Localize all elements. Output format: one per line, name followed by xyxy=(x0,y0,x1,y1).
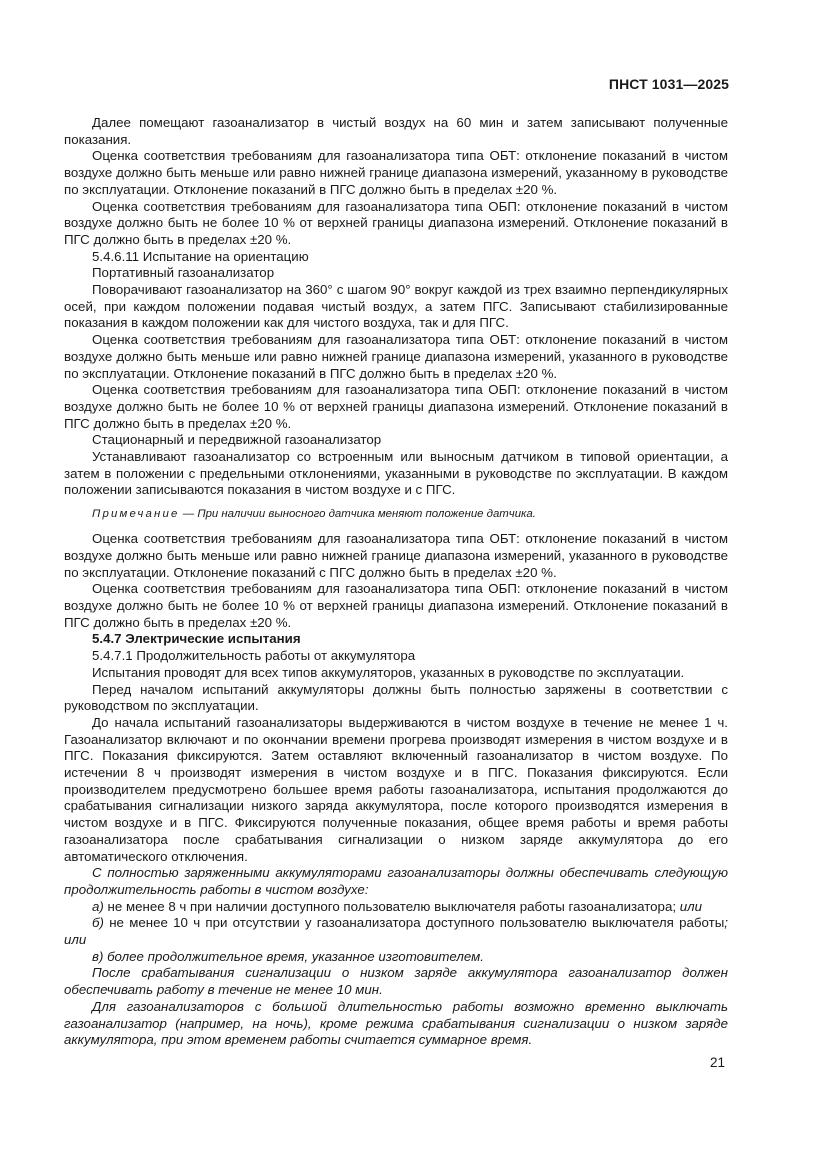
paragraph: Оценка соответствия требованиям для газоанализатора типа ОБТ: отклонение показаний в чистом воздухе должно быть меньше или равно нижней границе диапазона измерений, указанного в руководстве по эксплуатации. Отклонение показаний в ПГС должно быть в пределах ±20 %. xyxy=(64,332,728,381)
paragraph: Оценка соответствия требованиям для газоанализатора типа ОБТ: отклонение показаний в чистом воздухе должно быть меньше или равно нижней границе диапазона измерений, указанного в руководстве по эксплуатации. Отклонение показаний с ПГС должно быть в пределах ±20 %. xyxy=(64,531,728,580)
list-item xyxy=(64,915,728,948)
paragraph: С полностью заряженными аккумуляторами газоанализаторы должны обеспечивать следующую продолжительность работы в чистом воздухе: xyxy=(64,865,728,897)
paragraph-subheading: Портативный газоанализатор xyxy=(92,265,275,281)
paragraph: Перед началом испытаний аккумуляторы должны быть полностью заряжены в соответствии с руководством по эксплуатации. xyxy=(64,681,728,714)
note xyxy=(64,507,728,522)
list-conjunction: или xyxy=(676,898,703,914)
list-item-text: не менее 8 ч при наличии доступного пользователю выключателя работы газоанализатора; xyxy=(103,898,677,914)
page-body xyxy=(64,115,728,1049)
list-marker: а) xyxy=(92,898,104,914)
subsection-heading: 5.4.6.11 Испытание на ориентацию xyxy=(92,248,309,264)
paragraph: До начала испытаний газоанализаторы выдерживаются в чистом воздухе в течение не менее 1 ч. Газоанализатор включают и по окончании времени прогрева производят измерения в чистом воздухе и в ПГС. Показания фиксируются. Затем оставляют включенный газоанализатор в чистом воздухе. По истечении 8 ч производят измерения в чистом воздухе и в ПГС. Показания фиксируются. Если производителем предусмотрено большее время работы газоанализатора, испытания продолжаются до срабатывания сигнализации низкого заряда аккумулятора, после которого производятся измерения в чистом воздухе и в ПГС. Фиксируются полученные показания, общее время работы и время работы газоанализатора после срабатывания сигнализации о низком заряде аккумулятора до его автоматического отключения. xyxy=(64,714,728,864)
list-conjunction: ; или xyxy=(64,915,728,948)
paragraph: Устанавливают газоанализатор со встроенным или выносным датчиком в типовой ориентации, а затем в положении с предельными отклонениями, указанными в руководстве по эксплуатации. В каждом положении записываются показания в чистом воздухе и с ПГС. xyxy=(64,449,728,498)
page-number: 21 xyxy=(709,1055,725,1070)
list-marker: б) xyxy=(92,915,104,931)
list-item xyxy=(64,899,728,916)
list-item: в) более продолжительное время, указанное изготовителем. xyxy=(92,948,484,964)
list-item-text: не менее 10 ч при отсутствии у газоанализатора доступного пользователю выключателя работы xyxy=(103,915,725,931)
document-code: ПНСТ 1031—2025 xyxy=(608,76,729,92)
subsection-heading: 5.4.7.1 Продолжительность работы от аккумулятора xyxy=(92,648,416,664)
paragraph: После срабатывания сигнализации о низком заряде аккумулятора газоанализатор должен обеспечивать работу в течение не менее 10 мин. xyxy=(64,965,728,998)
paragraph: Испытания проводят для всех типов аккумуляторов, указанных в руководстве по эксплуатации. xyxy=(92,664,685,680)
paragraph: Оценка соответствия требованиям для газоанализатора типа ОБП: отклонение показаний в чистом воздухе должно быть не более 10 % от верхней границы диапазона измерений. Отклонение показаний в ПГС должно быть в пределах ±20 %. xyxy=(64,382,728,431)
paragraph-subheading: Стационарный и передвижной газоанализатор xyxy=(92,432,382,448)
paragraph: Для газоанализаторов с большой длительностью работы возможно временно выключать газоанализатор (например, на ночь), кроме режима срабатывания сигнализации о низком заряде аккумулятора, при этом временем работы считается суммарное время. xyxy=(64,998,728,1048)
paragraph: Оценка соответствия требованиям для газоанализатора типа ОБП: отклонение показаний в чистом воздухе должно быть не более 10 % от верхней границы диапазона измерений. Отклонение показаний в ПГС должно быть в пределах ±20 %. xyxy=(64,198,728,247)
paragraph: Оценка соответствия требованиям для газоанализатора типа ОБП: отклонение показаний в чистом воздухе должно быть не более 10 % от верхней границы диапазона измерений. Отклонение показаний в ПГС должно быть в пределах ±20 %. xyxy=(64,581,728,630)
paragraph: Далее помещают газоанализатор в чистый воздух на 60 мин и затем записывают полученные показания. xyxy=(64,115,728,147)
section-heading: 5.4.7 Электрические испытания xyxy=(92,631,301,647)
paragraph: Оценка соответствия требованиям для газоанализатора типа ОБТ: отклонение показаний в чистом воздухе должно быть меньше или равно нижней границе диапазона измерений, указанному в руководстве по эксплуатации. Отклонение показаний в ПГС должно быть в пределах ±20 %. xyxy=(64,148,728,197)
note-label: Примечание xyxy=(92,508,180,521)
paragraph: Поворачивают газоанализатор на 360° с шагом 90° вокруг каждой из трех взаимно перпендикулярных осей, при каждом положении подавая чистый воздух, а затем ПГС. Записывают стабилизированные показания в каждом положении как для чистого воздуха, так и для ПГС. xyxy=(64,282,728,331)
note-text: — При наличии выносного датчика меняют положение датчика. xyxy=(179,508,536,521)
